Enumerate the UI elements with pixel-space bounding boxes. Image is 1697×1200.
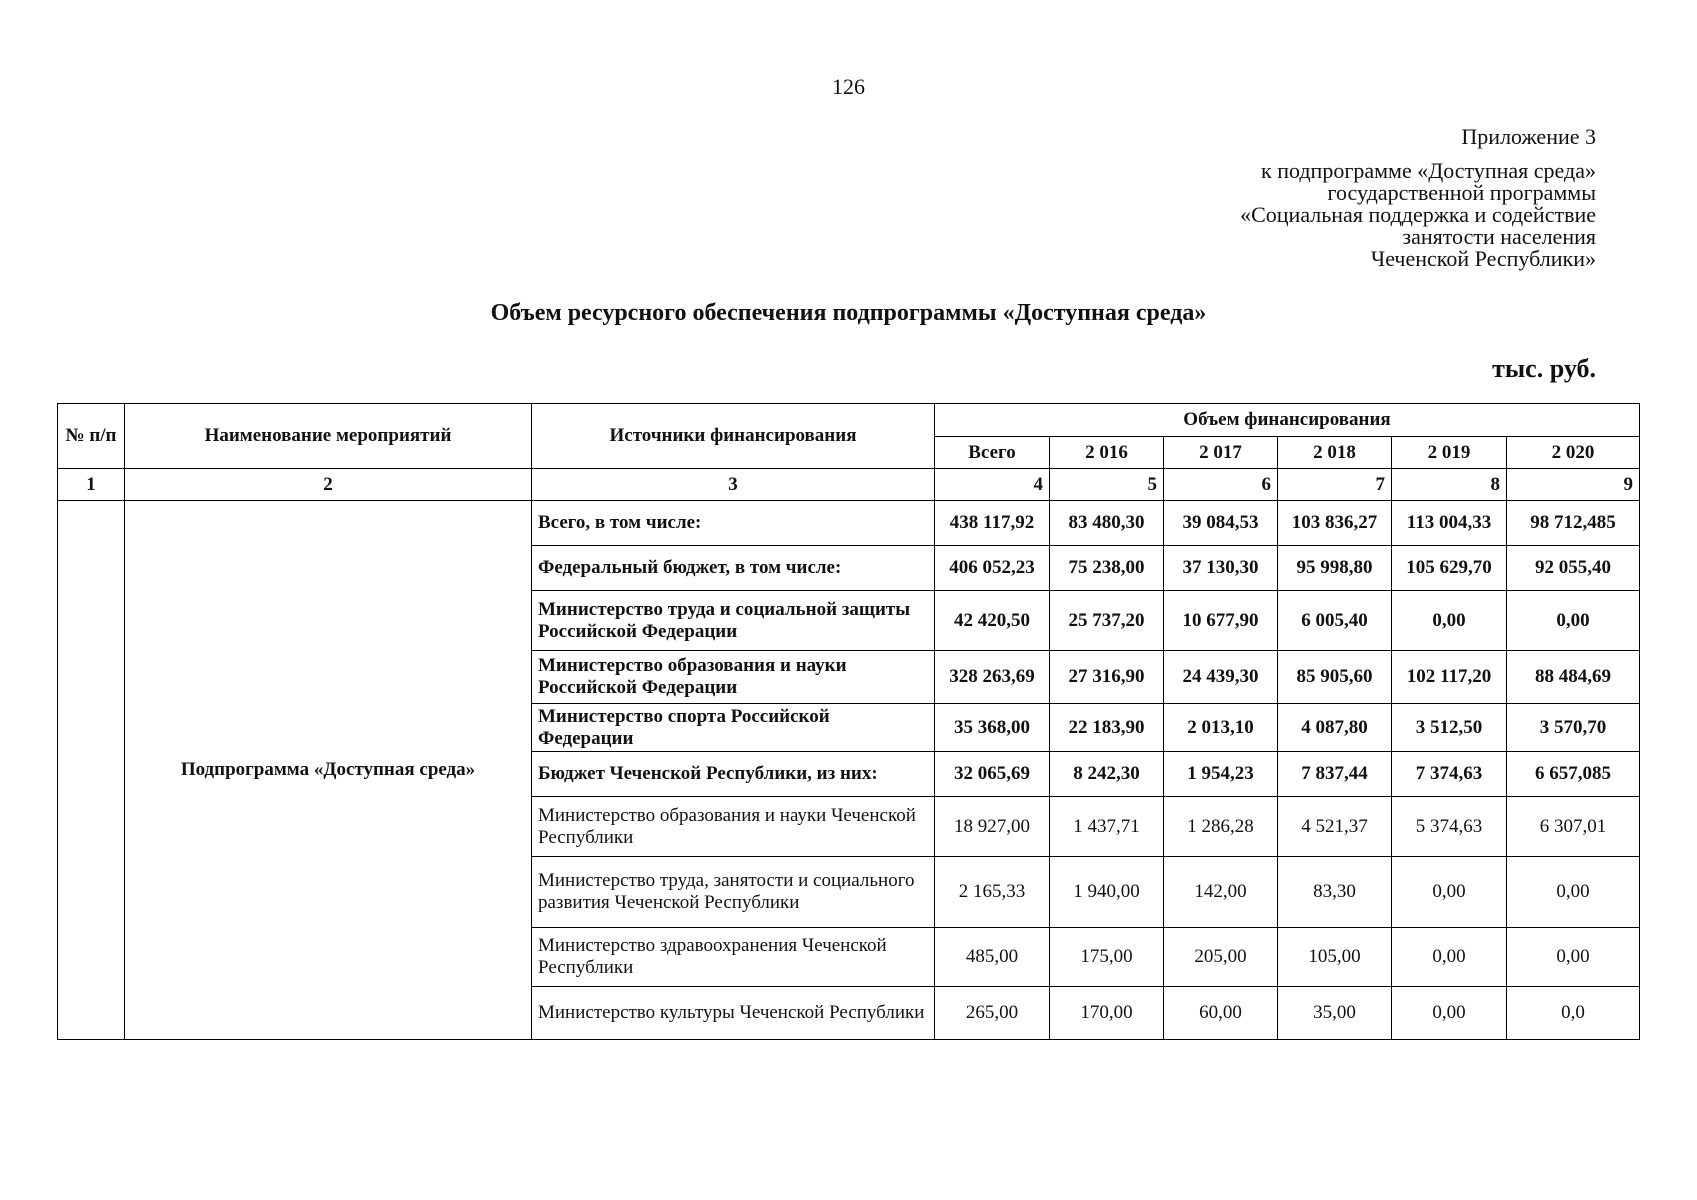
value-2019: 0,00 xyxy=(1392,928,1507,987)
header-year-total: Всего xyxy=(935,437,1050,469)
value-2016: 83 480,30 xyxy=(1050,501,1164,546)
value-2017: 24 439,30 xyxy=(1164,651,1278,704)
value-total: 32 065,69 xyxy=(935,752,1050,797)
funding-source: Министерство культуры Чеченской Республики xyxy=(532,987,935,1040)
header-num: № п/п xyxy=(58,404,125,469)
value-2017: 1 954,23 xyxy=(1164,752,1278,797)
value-2017: 39 084,53 xyxy=(1164,501,1278,546)
value-2020: 92 055,40 xyxy=(1507,546,1640,591)
value-2018: 4 521,37 xyxy=(1278,797,1392,857)
value-2019: 5 374,63 xyxy=(1392,797,1507,857)
value-2016: 175,00 xyxy=(1050,928,1164,987)
funding-source: Министерство труда и социальной защиты Российской Федерации xyxy=(532,591,935,651)
appendix-line: к подпрограмме «Доступная среда» xyxy=(1261,158,1596,183)
value-2017: 205,00 xyxy=(1164,928,1278,987)
value-2019: 3 512,50 xyxy=(1392,704,1507,752)
column-number: 2 xyxy=(125,469,532,501)
value-2020: 6 307,01 xyxy=(1507,797,1640,857)
value-total: 2 165,33 xyxy=(935,857,1050,928)
column-number: 8 xyxy=(1392,469,1507,501)
appendix-line: государственной программы xyxy=(1327,180,1596,205)
value-total: 42 420,50 xyxy=(935,591,1050,651)
value-2016: 27 316,90 xyxy=(1050,651,1164,704)
funding-source: Бюджет Чеченской Республики, из них: xyxy=(532,752,935,797)
value-2016: 22 183,90 xyxy=(1050,704,1164,752)
value-2019: 7 374,63 xyxy=(1392,752,1507,797)
value-2020: 88 484,69 xyxy=(1507,651,1640,704)
value-2020: 98 712,485 xyxy=(1507,501,1640,546)
value-2017: 10 677,90 xyxy=(1164,591,1278,651)
value-2019: 0,00 xyxy=(1392,591,1507,651)
column-number: 4 xyxy=(935,469,1050,501)
column-number: 9 xyxy=(1507,469,1640,501)
value-2018: 85 905,60 xyxy=(1278,651,1392,704)
value-2017: 2 013,10 xyxy=(1164,704,1278,752)
value-2018: 105,00 xyxy=(1278,928,1392,987)
value-2018: 4 087,80 xyxy=(1278,704,1392,752)
value-total: 406 052,23 xyxy=(935,546,1050,591)
column-number: 5 xyxy=(1050,469,1164,501)
value-2017: 60,00 xyxy=(1164,987,1278,1040)
value-total: 328 263,69 xyxy=(935,651,1050,704)
document-title: Объем ресурсного обеспечения подпрограммы «Доступная среда» xyxy=(490,300,1207,326)
appendix-line: Чеченской Республики» xyxy=(1370,246,1596,271)
value-2018: 6 005,40 xyxy=(1278,591,1392,651)
funding-source: Федеральный бюджет, в том числе: xyxy=(532,546,935,591)
column-number: 1 xyxy=(58,469,125,501)
program-name-cell: Подпрограмма «Доступная среда» xyxy=(125,501,532,1040)
appendix-block xyxy=(1240,126,1596,270)
value-2019: 0,00 xyxy=(1392,987,1507,1040)
column-number-row xyxy=(58,469,1640,501)
appendix-title: Приложение 3 xyxy=(1461,124,1596,149)
header-year-2019: 2 019 xyxy=(1392,437,1507,469)
funding-source: Министерство спорта Российской Федерации xyxy=(532,704,935,752)
value-2016: 75 238,00 xyxy=(1050,546,1164,591)
value-2018: 7 837,44 xyxy=(1278,752,1392,797)
table-header xyxy=(58,404,1640,469)
value-2018: 103 836,27 xyxy=(1278,501,1392,546)
header-year-2020: 2 020 xyxy=(1507,437,1640,469)
value-2016: 25 737,20 xyxy=(1050,591,1164,651)
value-2016: 1 437,71 xyxy=(1050,797,1164,857)
value-total: 485,00 xyxy=(935,928,1050,987)
funding-source: Министерство труда, занятости и социального развития Чеченской Республики xyxy=(532,857,935,928)
table-body xyxy=(58,469,1640,1040)
column-number: 6 xyxy=(1164,469,1278,501)
header-year-2017: 2 017 xyxy=(1164,437,1278,469)
value-2018: 35,00 xyxy=(1278,987,1392,1040)
value-2017: 142,00 xyxy=(1164,857,1278,928)
value-2017: 37 130,30 xyxy=(1164,546,1278,591)
funding-table xyxy=(57,403,1640,1040)
column-number: 7 xyxy=(1278,469,1392,501)
value-2019: 0,00 xyxy=(1392,857,1507,928)
funding-source: Министерство образования и науки Российской Федерации xyxy=(532,651,935,704)
value-2019: 105 629,70 xyxy=(1392,546,1507,591)
value-2016: 1 940,00 xyxy=(1050,857,1164,928)
program-num-cell xyxy=(58,501,125,1040)
header-funding-volume: Объем финансирования xyxy=(935,404,1640,437)
funding-source: Всего, в том числе: xyxy=(532,501,935,546)
value-2016: 8 242,30 xyxy=(1050,752,1164,797)
value-total: 438 117,92 xyxy=(935,501,1050,546)
value-2020: 0,0 xyxy=(1507,987,1640,1040)
value-2020: 0,00 xyxy=(1507,591,1640,651)
value-total: 35 368,00 xyxy=(935,704,1050,752)
units-label: тыс. руб. xyxy=(1492,354,1596,383)
value-2018: 95 998,80 xyxy=(1278,546,1392,591)
value-total: 18 927,00 xyxy=(935,797,1050,857)
value-2019: 113 004,33 xyxy=(1392,501,1507,546)
header-year-2018: 2 018 xyxy=(1278,437,1392,469)
column-number: 3 xyxy=(532,469,935,501)
value-2020: 3 570,70 xyxy=(1507,704,1640,752)
value-2019: 102 117,20 xyxy=(1392,651,1507,704)
appendix-line: занятости населения xyxy=(1402,224,1596,249)
funding-source: Министерство образования и науки Чеченской Республики xyxy=(532,797,935,857)
header-year-2016: 2 016 xyxy=(1050,437,1164,469)
appendix-line: «Социальная поддержка и содействие xyxy=(1240,202,1596,227)
header-sources: Источники финансирования xyxy=(532,404,935,469)
value-2018: 83,30 xyxy=(1278,857,1392,928)
value-2020: 0,00 xyxy=(1507,857,1640,928)
value-2020: 0,00 xyxy=(1507,928,1640,987)
value-2016: 170,00 xyxy=(1050,987,1164,1040)
page-number: 126 xyxy=(832,74,865,99)
value-total: 265,00 xyxy=(935,987,1050,1040)
value-2017: 1 286,28 xyxy=(1164,797,1278,857)
funding-source: Министерство здравоохранения Чеченской Республики xyxy=(532,928,935,987)
value-2020: 6 657,085 xyxy=(1507,752,1640,797)
table-row xyxy=(58,501,1640,546)
header-activity: Наименование мероприятий xyxy=(125,404,532,469)
